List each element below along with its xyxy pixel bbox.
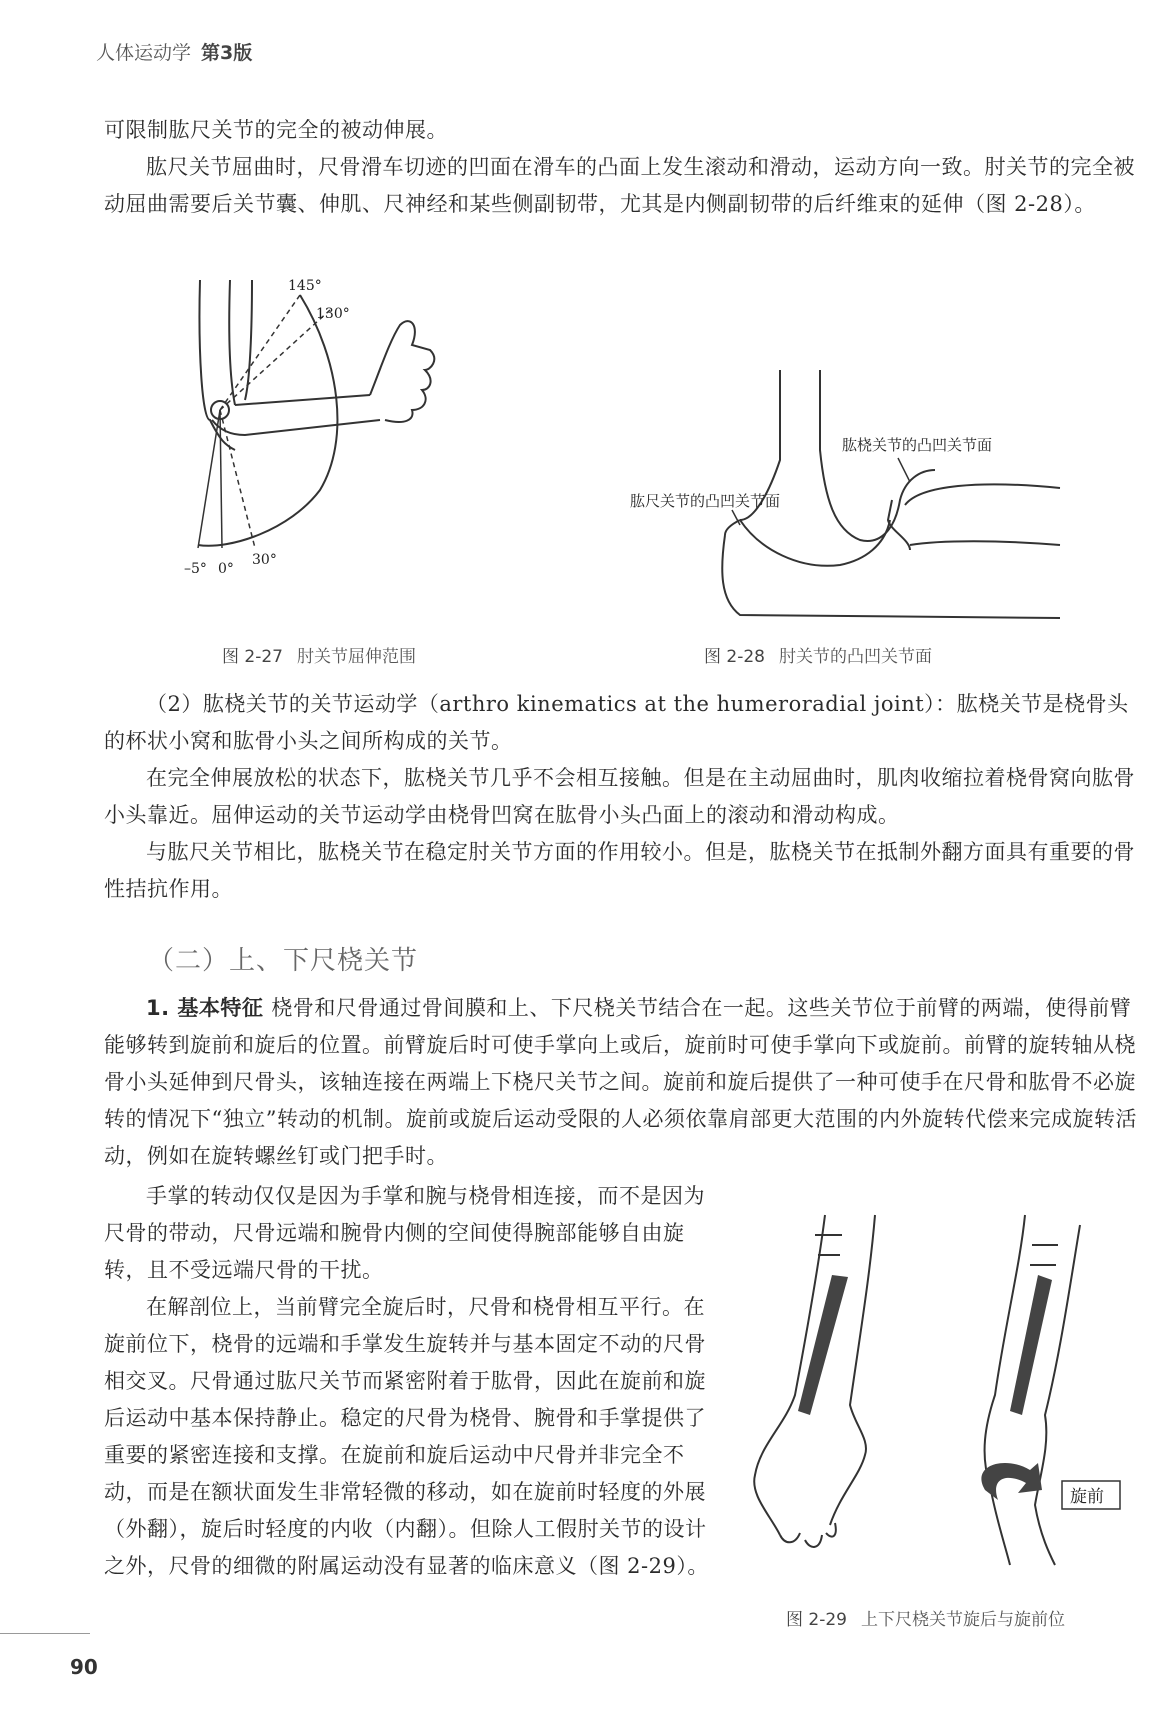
caption-number: 图 2-27 [222,647,283,667]
label-humeroulnar-surface: 肱尺关节的凸凹关节面 [630,492,781,510]
figure-2-29-caption [786,1605,1065,1630]
caption-text: 肘关节屈伸范围 [297,647,416,667]
paragraph-5: 与肱尺关节相比，肱桡关节在稳定肘关节方面的作用较小。但是，肱桡关节在抵制外翻方面具有重要的骨性拮抗作用。 [104,840,1135,901]
figure-2-28-caption [704,642,932,667]
paragraph-7: 手掌的转动仅仅是因为手掌和腕与桡骨相连接，而不是因为尺骨的带动，尺骨远端和腕骨内侧的空间使得腕部能够自由旋转，且不受远端尺骨的干扰。 [104,1184,705,1282]
paragraph-6: 桡骨和尺骨通过骨间膜和上、下尺桡关节结合在一起。这些关节位于前臂的两端，使得前臂能够转到旋前和旋后的位置。前臂旋后时可使手掌向上或后，旋前时可使手掌向下或旋前。前臂的旋转轴从桡骨小头延伸到尺骨头，该轴连接在两端上下桡尺关节之间。旋前和旋后提供了一种可使手在尺骨和肱骨不必旋转的情况下“独立”转动的机制。旋前或旋后运动受限的人必须依靠肩部更大范围的内外旋转代偿来完成旋转活动，例如在旋转螺丝钉或门把手时。 [104,996,1137,1168]
middle-text [104,686,1144,908]
angle-145-label: 145° [288,278,322,294]
angle-30-label: 30° [252,552,277,568]
left-column-text [104,1178,724,1585]
label-humeroradial-surface: 肱桡关节的凸凹关节面 [842,436,993,454]
figure-2-27-elbow-range [184,270,520,600]
section-heading: （二）上、下尺桡关节 [148,946,419,976]
pronation-label: 旋前 [1070,1487,1104,1507]
figure-2-29-forearm-rotation [740,1215,1140,1585]
paragraph-3: （2）肱桡关节的关节运动学（arthro kinematics at the humeroradial joint）：肱桡关节是桡骨头的杯状小窝和肱骨小头之间所构成的关节。 [104,692,1129,753]
running-header [96,38,252,65]
caption-number: 图 2-28 [704,647,765,667]
caption-number: 图 2-29 [786,1610,847,1630]
paragraph-8: 在解剖位上，当前臂完全旋后时，尺骨和桡骨相互平行。在旋前位下，桡骨的远端和手掌发生旋转并与基本固定不动的尺骨相交叉。尺骨通过肱尺关节而紧密附着于肱骨，因此在旋前和旋后运动中基本保持静止。稳定的尺骨为桡骨、腕骨和手掌提供了重要的紧密连接和支撑。在旋前和旋后运动中尺骨并非完全不动，而是在额状面发生非常轻微的移动，如在旋前时轻度的外展（外翻），旋后时轻度的内收（内翻）。但除人工假肘关节的设计之外，尺骨的细微的附属运动没有显著的临床意义（图 2-29）。 [104,1295,709,1578]
figure-2-27-caption [222,642,416,667]
book-title: 人体运动学 [96,42,192,64]
angle-minus5-label: –5° [184,561,207,577]
angle-130-label: 130° [316,306,350,322]
footnote-rule [0,1633,90,1634]
angle-0-label: 0° [218,561,234,577]
page-number: 90 [70,1655,98,1679]
paragraph-2: 肱尺关节屈曲时，尺骨滑车切迹的凹面在滑车的凸面上发生滚动和滑动，运动方向一致。肘关节的完全被动屈曲需要后关节囊、伸肌、尺神经和某些侧副韧带，尤其是内侧副韧带的后纤维束的延伸（图 2-28）。 [104,155,1135,216]
figure-2-28-joint-surfaces [620,370,1060,635]
edition-label: 第3版 [201,42,253,64]
caption-text: 肘关节的凸凹关节面 [779,647,932,667]
basic-features-text [104,990,1144,1175]
paragraph-4: 在完全伸展放松的状态下，肱桡关节几乎不会相互接触。但是在主动屈曲时，肌肉收缩拉着桡骨窝向肱骨小头靠近。屈伸运动的关节运动学由桡骨凹窝在肱骨小头凸面上的滚动和滑动构成。 [104,766,1135,827]
paragraph-lead: 1. 基本特征 [146,996,264,1020]
top-text [104,112,1144,223]
caption-text: 上下尺桡关节旋后与旋前位 [861,1610,1065,1630]
paragraph-1: 可限制肱尺关节的完全的被动伸展。 [104,118,448,142]
